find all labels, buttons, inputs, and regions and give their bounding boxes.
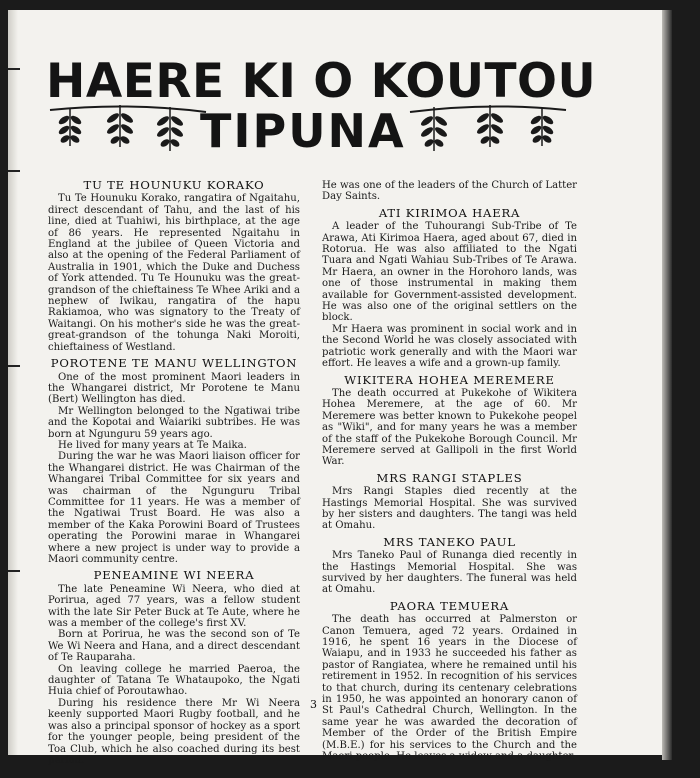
title-line-2: TIPUNA — [200, 104, 406, 158]
obituary-paragraph: Born at Porirua, he was the second son of Te We Wi Neera and Hana, and a direct descendant of Te Rauparaha. — [48, 629, 300, 664]
obituary-heading: ATI KIRIMOA HAERA — [378, 205, 521, 220]
obituary-paragraph: The death has occurred at Palmerston or Canon Temuera, aged 72 years. Ordained in 1916, he spent 16 years in the Diocese of Waiapu, and in 1933 he succeeded his father as pastor of Rangiatea, where he remained until his retirement in 1952. In recognition of his services to that church, during its centenary celebrations in 1950, he was appointed an honorary canon of St Paul's Cathedral Church, Wellington. In the same year he was awarded the decoration of Member of the Order of the British Empire (M.B.E.) for his services to the Church and the Maori people. He leaves a widow and a daughter. — [322, 614, 577, 763]
binding-mark — [8, 570, 20, 572]
continuation-paragraph: He was one of the leaders of the Church of Latter Day Saints. — [322, 180, 577, 203]
binding-mark — [8, 170, 20, 172]
fern-garland-left-icon — [48, 100, 208, 160]
page-edge-shadow — [662, 10, 672, 760]
left-column — [48, 180, 300, 766]
obituary-paragraph: Mrs Rangi Staples died recently at the Hastings Memorial Hospital. She was survived by her sisters and daughters. The tangi was held at Omahu. — [322, 486, 577, 532]
obituary-heading: PENEAMINE WI NEERA — [93, 568, 255, 583]
right-column — [322, 180, 577, 763]
fern-garland-right-icon — [408, 100, 568, 160]
obituary-paragraph: The death occurred at Pukekohe of Wikitera Hohea Meremere, at the age of 60. Mr Meremere was better known to Pukekohe peopel as "Wiki", and for many years he was a member of the staff of the Pukekohe Borough Council. Mr Meremere served at Gallipoli in the first World War. — [322, 387, 577, 468]
obituary-paragraph: On leaving college he married Paeroa, the daughter of Tatana Te Whataupoko, the Ngati Huia chief of Poroutawhao. — [48, 663, 300, 698]
obituary-paragraph: Mr Wellington belonged to the Ngatiwai tribe and the Kopotai and Waiariki subtribes. He was born at Ngunguru 59 years ago. — [48, 405, 300, 440]
obituary-paragraph: One of the most prominent Maori leaders in the Whangarei district, Mr Porotene te Manu (Bert) Wellington has died. — [48, 371, 300, 406]
masthead — [8, 10, 662, 170]
obituary-paragraph: Tu Te Hounuku Korako, rangatira of Ngaitahu, direct descendant of Tahu, and the last of his line, died at Tuahiwi, his birthplace, at the age of 86 years. He represented Ngaitahu in England at the jubilee of Queen Victoria and also at the opening of the Federal Parliament of Australia in 1901, which the Duke and Duchess of York attended. Tu Te Hounuku was the great-grandson of the chieftainess Te Whee Ariki and a nephew of Iwikau, rangatira of the hapu Rakiamoa, who was signatory to the Treaty of Waitangi. On his mother's side he was the great-great-grandson of the tohunga Naki Moroiti, chieftainess of Westland. — [48, 193, 300, 353]
title-line-1: HAERE KI O KOUTOU — [46, 54, 597, 109]
obituary-paragraph: During the war he was Maori liaison officer for the Whangarei district. He was Chairman of the Whangarei Tribal Committee for six years and was chairman of the Ngunguru Tribal Committee for 11 years. He was a member of the Ngatiwai Trust Board. He was also a member of the Kaka Porowini Board of Trustees operating the Porowini marae in Whangarei where a new project is under way to provide a Maori community centre. — [48, 451, 300, 565]
obituary-heading: WIKITERA HOHEA MEREMERE — [344, 372, 555, 387]
obituary-paragraph: He lived for many years at Te Maika. — [58, 439, 247, 451]
obituary-paragraph: During his residence there Mr Wi Neera keenly supported Maori Rugby football, and he was also a principal sponsor of hockey as a sport for the younger people, being president of the Toa Club, which he also coached during its best period. — [48, 697, 300, 766]
obituary-heading: MRS TANEKO PAUL — [383, 534, 516, 549]
obituary-paragraph: Mr Haera was prominent in social work and in the Second World he was closely associated with patriotic work generally and with the Maori war effort. He leaves a wife and a grown-up family. — [322, 323, 577, 370]
magazine-page — [8, 10, 662, 766]
binding-mark — [8, 365, 20, 367]
obituary-paragraph: Mrs Taneko Paul of Runanga died recently in the Hastings Memorial Hospital. She was survived by her daughters. The funeral was held at Omahu. — [322, 550, 577, 596]
obituary-paragraph: A leader of the Tuhourangi Sub-Tribe of Te Arawa, Ati Kirimoa Haera, aged about 67, died in Rotorua. He was also affiliated to the Ngati Tuara and Ngati Wahiau Sub-Tribes of Te Arawa. Mr Haera, an owner in the Horohoro lands, was one of those instrumental in making them available for Government-assisted development. He was also one of the original settlers on the block. — [322, 221, 577, 324]
obituary-heading: TU TE HOUNUKU KORAKO — [83, 178, 265, 192]
page-number: 3 — [310, 698, 317, 711]
obituary-heading: POROTENE TE MANU WELLINGTON — [50, 356, 298, 371]
obituary-paragraph: The late Peneamine Wi Neera, who died at Porirua, aged 77 years, was a fellow student with the late Sir Peter Buck at Te Aute, where he was a member of the college's first XV. — [48, 583, 300, 630]
obituary-heading: PAORA TEMUERA — [389, 598, 510, 613]
obituary-heading: MRS RANGI STAPLES — [376, 470, 523, 485]
